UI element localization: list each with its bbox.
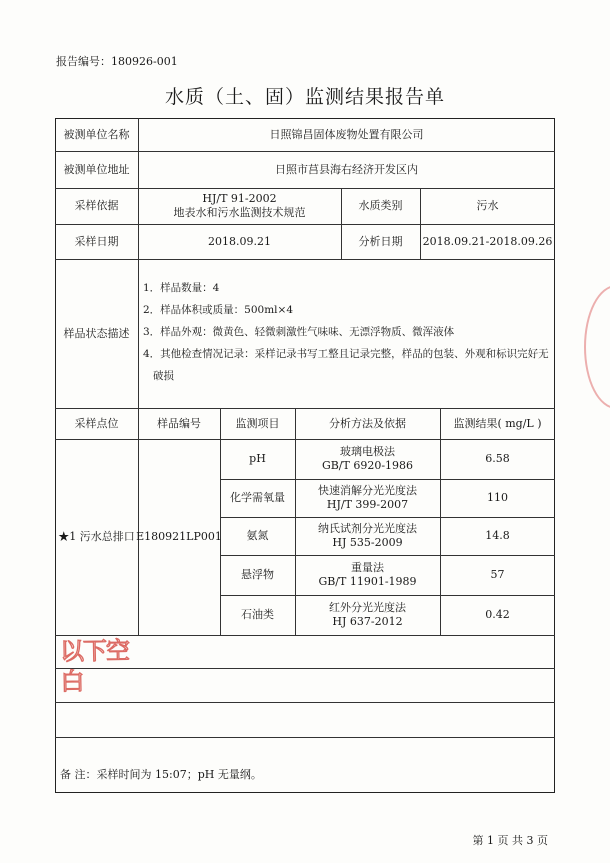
water-type-value: 污水 <box>476 199 499 212</box>
sample-id: E180921LP001 <box>136 530 222 543</box>
water-type-label: 水质类别 <box>358 199 403 212</box>
table-row-method: 纳氏试剂分光光度法 HJ 535-2009 <box>318 522 417 549</box>
col-method: 分析方法及依据 <box>329 416 406 430</box>
table-row-item: 化学需氧量 <box>230 491 285 504</box>
address-value: 日照市莒县海右经济开发区内 <box>275 162 418 176</box>
page-title: 水质（土、固）监测结果报告单 <box>164 86 445 108</box>
sampling-point: ★1 污水总排口 <box>58 530 135 543</box>
table-row-result: 6.58 <box>485 452 510 465</box>
table-row-method: 快速消解分光光度法 HJ/T 399-2007 <box>318 484 417 511</box>
sample-state-item: 4．其他检查情况记录：采样记录书写工整且记录完整，样品的包装、外观和标识完好无 <box>143 348 549 360</box>
table-row-result: 0.42 <box>485 608 510 621</box>
basis-label: 采样依据 <box>74 199 119 212</box>
sample-state-item: 1．样品数量：4 <box>143 282 220 294</box>
address-label: 被测单位地址 <box>63 162 130 176</box>
analysis-date-value: 2018.09.21-2018.09.26 <box>422 234 553 248</box>
table-row-item: pH <box>249 452 266 465</box>
official-seal-edge <box>584 285 610 409</box>
sample-date-value: 2018.09.21 <box>208 234 271 248</box>
col-result: 监测结果( mg/L ) <box>453 416 542 430</box>
col-item: 监测项目 <box>235 416 280 430</box>
sample-state-item: 3．样品外观：微黄色、轻微刺激性气味味、无漂浮物质、微浑液体 <box>143 326 455 338</box>
table-row-result: 14.8 <box>485 529 510 542</box>
sample-state-item: 2．样品体积或质量：500ml×4 <box>143 304 294 316</box>
client-label: 被测单位名称 <box>63 127 130 141</box>
table-row-method: 玻璃电极法 GB/T 6920-1986 <box>321 445 414 472</box>
table-row-item: 氨氮 <box>246 529 269 542</box>
col-sample-id: 样品编号 <box>157 416 201 430</box>
table-row-method: 红外分光光度法 HJ 637-2012 <box>329 601 406 628</box>
remark: 备 注：采样时间为 15:07；pH 无量纲。 <box>60 768 262 781</box>
sample-state-list <box>143 277 553 387</box>
sample-state-item: 破损 <box>153 370 174 382</box>
page-number: 第 1 页 共 3 页 <box>472 834 548 847</box>
report-number: 报告编号：180926-001 <box>56 55 178 68</box>
sample-date-label: 采样日期 <box>74 234 119 248</box>
basis-value: HJ/T 91-2002 地表水和污水监测技术规范 <box>173 192 306 219</box>
client-value: 日照锦昌固体废物处置有限公司 <box>269 127 424 141</box>
table-row-item: 悬浮物 <box>241 568 274 581</box>
table-row-result: 110 <box>487 491 508 504</box>
table-row-method: 重量法 GB/T 11901-1989 <box>318 561 417 588</box>
analysis-date-label: 分析日期 <box>358 234 403 248</box>
table-row-item: 石油类 <box>241 608 274 621</box>
sample-state-label: 样品状态描述 <box>63 326 130 340</box>
blank-below-stamp: 以下空白 <box>59 636 130 696</box>
col-point: 采样点位 <box>74 416 119 430</box>
table-row-result: 57 <box>490 568 505 581</box>
